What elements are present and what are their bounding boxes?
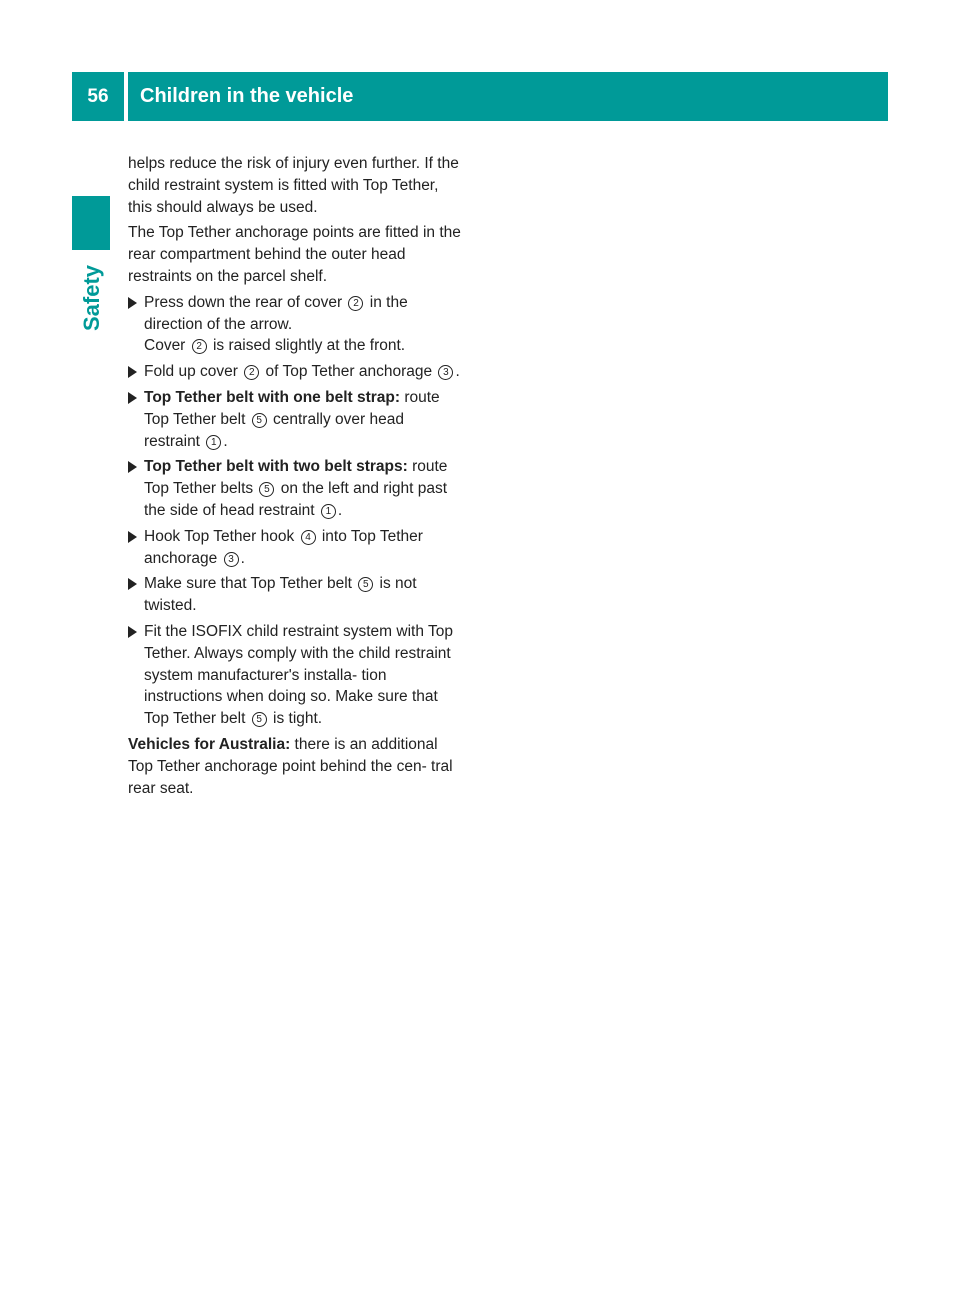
step-arrow-icon [128,461,137,473]
step-arrow-icon [128,366,137,378]
callout-number-icon: 2 [244,365,259,380]
callout-number-icon: 3 [224,552,239,567]
intro-paragraph-2: The Top Tether anchorage points are fitted in the rear compartment behind the outer head restraints on the parcel shelf. [128,224,461,285]
step-arrow-icon [128,578,137,590]
section-title: Children in the vehicle [128,72,888,121]
instruction-step-6: Make sure that Top Tether belt 5 is not twisted. [128,573,462,617]
instruction-step-7: Fit the ISOFIX child restraint system with Top Tether. Always comply with the child restraint system manufacturer's installa- tion instructions when doing so. Make sure that Top Tether belt 5 is tight. [128,621,462,730]
side-tab [68,260,116,336]
step-arrow-icon [128,297,137,309]
closing-paragraph: Vehicles for Australia: there is an additional Top Tether anchorage point behind the cen- tral rear seat. [128,735,453,797]
step-arrow-icon [128,626,137,638]
callout-number-icon: 5 [252,413,267,428]
page-number: 56 [72,72,124,121]
intro-paragraph-1: helps reduce the risk of injury even further. If the child restraint system is fitted with Top Tether, this should always be used. [128,155,459,216]
callout-number-icon: 1 [321,504,336,519]
instruction-step-1: Press down the rear of cover 2 in the direction of the arrow. Cover 2 is raised slightly at the front. [128,292,462,357]
page-content [128,153,462,803]
callout-number-icon: 3 [438,365,453,380]
callout-number-icon: 5 [358,577,373,592]
instruction-step-5: Hook Top Tether hook 4 into Top Tether anchorage 3 . [128,526,462,570]
instruction-step-3: Top Tether belt with one belt strap: route Top Tether belt 5 centrally over head restraint 1 . [128,387,462,452]
callout-number-icon: 2 [192,339,207,354]
callout-number-icon: 5 [259,482,274,497]
step-arrow-icon [128,392,137,404]
callout-number-icon: 5 [252,712,267,727]
callout-number-icon: 1 [206,435,221,450]
step-result: Cover 2 is raised slightly at the front. [144,337,406,355]
side-tab-marker [72,196,110,250]
instruction-step-4: Top Tether belt with two belt straps: route Top Tether belts 5 on the left and right past the side of head restraint 1 . [128,456,462,521]
callout-number-icon: 2 [348,296,363,311]
callout-number-icon: 4 [301,530,316,545]
step-arrow-icon [128,531,137,543]
side-tab-label: Safety [79,264,105,332]
instruction-step-2: Fold up cover 2 of Top Tether anchorage 3 . [128,361,462,383]
